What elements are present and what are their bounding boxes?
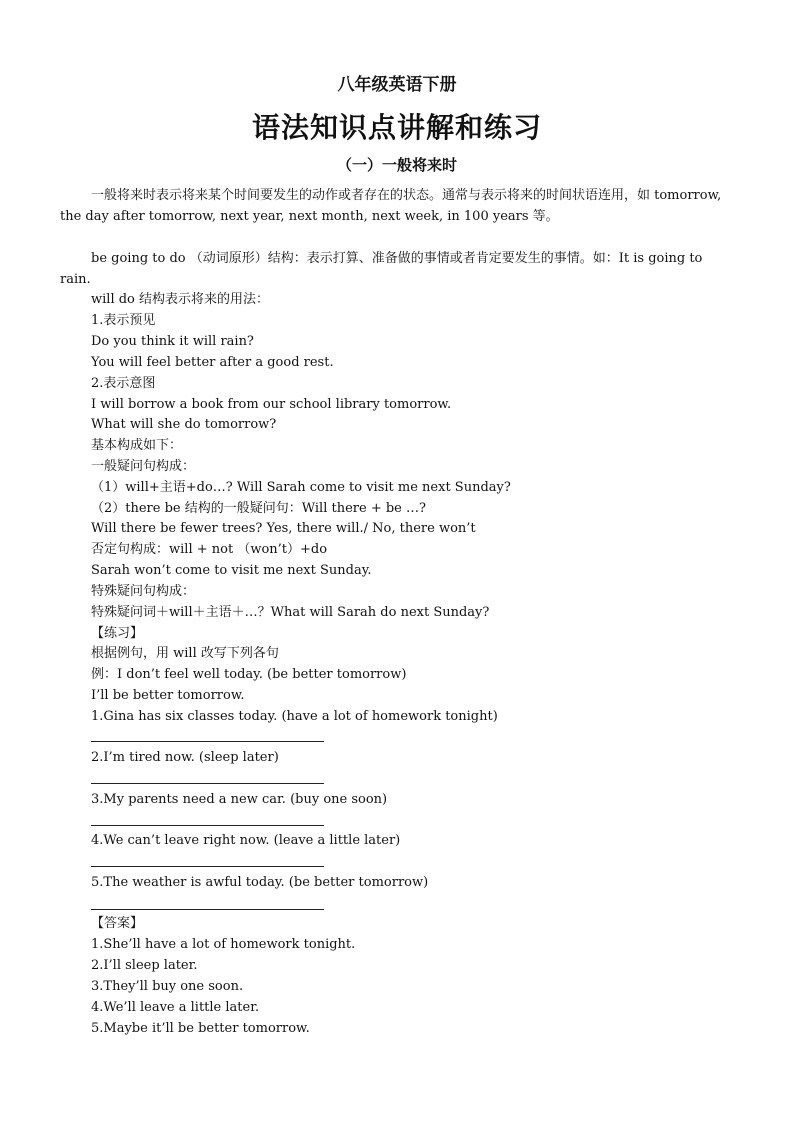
answer-blank[interactable]: [91, 825, 324, 826]
example-line: I will borrow a book from our school library tomorrow.: [91, 397, 452, 412]
answer-blank[interactable]: [91, 909, 324, 910]
practice-example-answer: I’ll be better tomorrow.: [91, 688, 245, 703]
example-line: What will she do tomorrow?: [91, 417, 277, 432]
answer-line: 4.We’ll leave a little later.: [91, 1000, 260, 1015]
example-line: Sarah won’t come to visit me next Sunday.: [91, 563, 372, 578]
exercise-question: 4.We can’t leave right now. (leave a little later): [91, 833, 401, 848]
answer-line: 2.I’ll sleep later.: [91, 958, 198, 973]
negative-structure-line: 否定句构成：will + not （won’t）+do: [91, 542, 328, 557]
answer-line: 3.They’ll buy one soon.: [91, 979, 244, 994]
exercise-question: 2.I’m tired now. (sleep later): [91, 750, 279, 765]
example-line: Do you think it will rain?: [91, 334, 254, 349]
wh-question-heading: 特殊疑问句构成：: [91, 584, 196, 599]
exercise-question: 1.Gina has six classes today. (have a lot of homework tonight): [91, 709, 498, 724]
example-line: You will feel better after a good rest.: [91, 355, 334, 370]
usage-2-heading: 2.表示意图: [91, 376, 156, 391]
intro-paragraph-2: be going to do （动词原形）结构：表示打算、准备做的事情或者肯定要发生的事情。如：It is going to rain.: [60, 251, 703, 287]
page-title: 语法知识点讲解和练习: [251, 111, 542, 144]
section-title: （一）一般将来时: [336, 156, 457, 174]
question-structure-heading: 一般疑问句构成：: [91, 459, 196, 474]
practice-heading: 【练习】: [91, 626, 144, 641]
structure-line: （1）will+主语+do…? Will Sarah come to visit me next Sunday?: [91, 480, 511, 495]
practice-instruction: 根据例句，用 will 改写下列各句: [91, 646, 279, 661]
exercise-question: 3.My parents need a new car. (buy one soon): [91, 792, 388, 807]
structure-heading: 基本构成如下：: [91, 438, 183, 453]
answer-blank[interactable]: [91, 741, 324, 742]
answer-blank[interactable]: [91, 783, 324, 784]
exercise-question: 5.The weather is awful today. (be better tomorrow): [91, 875, 429, 890]
usage-1-heading: 1.表示预见: [91, 313, 156, 328]
structure-line: （2）there be 结构的一般疑问句：Will there + be …?: [91, 501, 426, 516]
answers-heading: 【答案】: [91, 916, 144, 931]
example-line: Will there be fewer trees? Yes, there will./ No, there won’t: [91, 521, 476, 536]
intro-paragraph-1: 一般将来时表示将来某个时间要发生的动作或者存在的状态。通常与表示将来的时间状语连用，如 tomorrow, the day after tomorrow, next year, next month, next week, in 100 years 等。: [60, 188, 722, 224]
structure-line: 特殊疑问词＋will＋主语＋…？What will Sarah do next Sunday?: [91, 605, 490, 620]
answer-blank[interactable]: [91, 866, 324, 867]
practice-example: 例：I don’t feel well today. (be better tomorrow): [91, 667, 407, 682]
answer-line: 5.Maybe it’ll be better tomorrow.: [91, 1021, 310, 1036]
will-usage-heading: will do 结构表示将来的用法：: [91, 292, 270, 307]
answer-line: 1.She’ll have a lot of homework tonight.: [91, 937, 356, 952]
grade-heading: 八年级英语下册: [337, 75, 457, 95]
